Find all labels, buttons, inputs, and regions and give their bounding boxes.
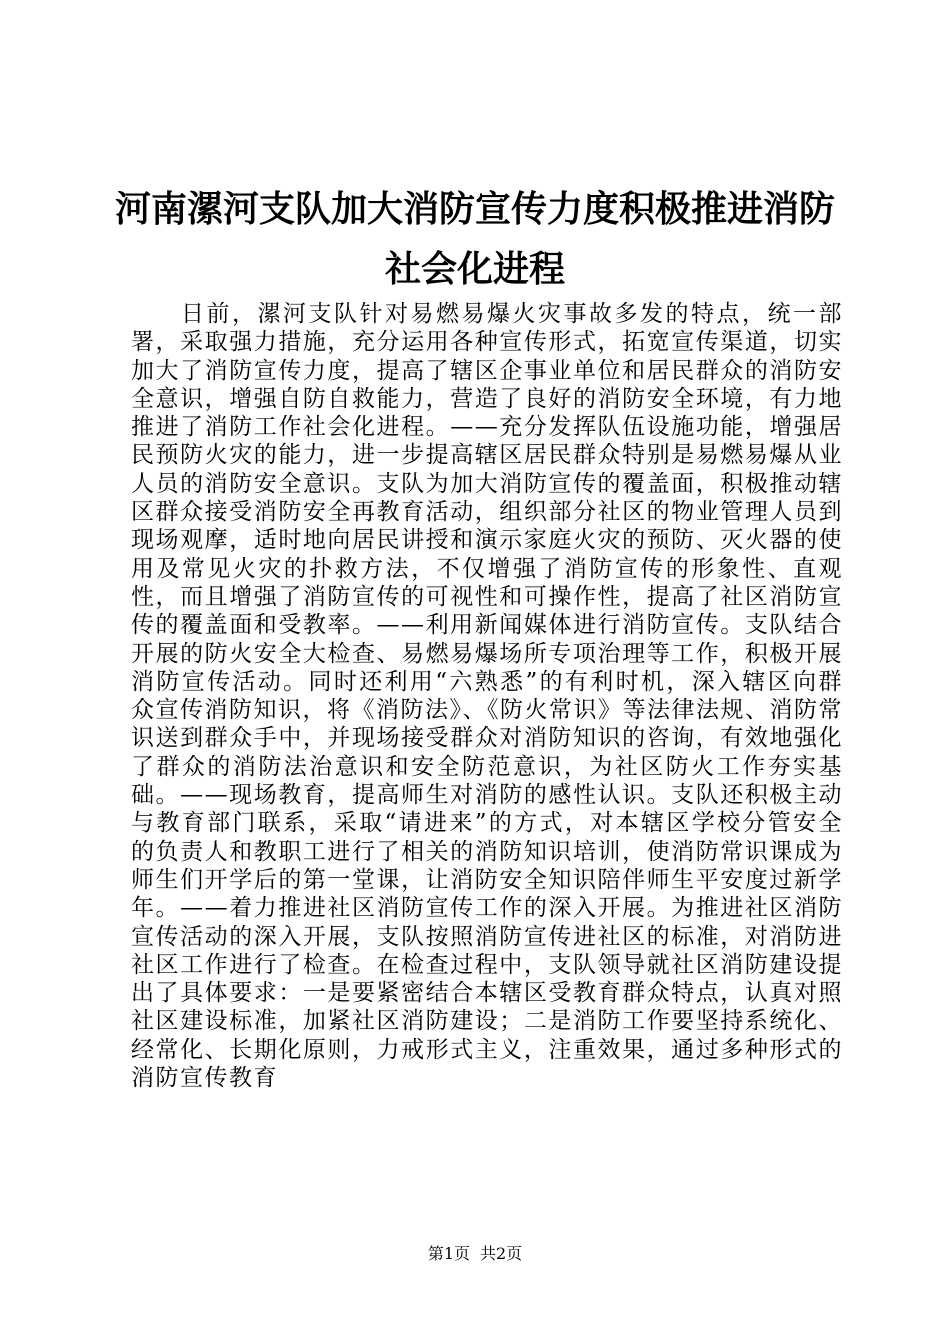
page-total: 共2页 — [480, 1244, 523, 1263]
document-body: 日前，漯河支队针对易燃易爆火灾事故多发的特点，统一部署，采取强力措施，充分运用各种宣传形式，拓宽宣传渠道，切实加大了消防宣传力度，提高了辖区企事业单位和居民群众的消防安全意识，增强自防自救能力，营造了良好的消防安全环境，有力地推进了消防工作社会化进程。——充分发挥队伍设施功能，增强居民预防火灾的能力，进一步提高辖区居民群众特别是易燃易爆从业人员的消防安全意识。支队为加大消防宣传的覆盖面，积极推动辖区群众接受消防安全再教育活动，组织部分社区的物业管理人员到现场观摩，适时地向居民讲授和演示家庭火灾的预防、灭火器的使用及常见火灾的扑救方法，不仅增强了消防宣传的形象性、直观性，而且增强了消防宣传的可视性和可操作性，提高了社区消防宣传的覆盖面和受教率。——利用新闻媒体进行消防宣传。支队结合开展的防火安全大检查、易燃易爆场所专项治理等工作，积极开展消防宣传活动。同时还利用“六熟悉”的有利时机，深入辖区向群众宣传消防知识，将《消防法》、《防火常识》等法律法规、消防常识送到群众手中，并现场接受群众对消防知识的咨询，有效地强化了群众的消防法治意识和安全防范意识，为社区防火工作夯实基础。——现场教育，提高师生对消防的感性认识。支队还积极主动与教育部门联系，采取“请进来”的方式，对本辖区学校分管安全的负责人和教职工进行了相关的消防知识培训，使消防常识课成为师生们开学后的第一堂课，让消防安全知识陪伴师生平安度过新学年。——着力推进社区消防宣传工作的深入开展。为推进社区消防宣传活动的深入开展，支队按照消防宣传进社区的标准，对消防进社区工作进行了检查。在检查过程中，支队领导就社区消防建设提出了具体要求：一是要紧密结合本辖区受教育群众特点，认真对照社区建设标准，加紧社区消防建设；二是消防工作要坚持系统化、经常化、长期化原则，力戒形式主义，注重效果，通过多种形式的消防宣传教育 — [131, 301, 843, 1092]
page-footer — [0, 1244, 950, 1264]
page-number: 第1页 — [427, 1244, 470, 1263]
document-title: 河南漯河支队加大消防宣传力度积极推进消防社会化进程 — [114, 189, 835, 290]
